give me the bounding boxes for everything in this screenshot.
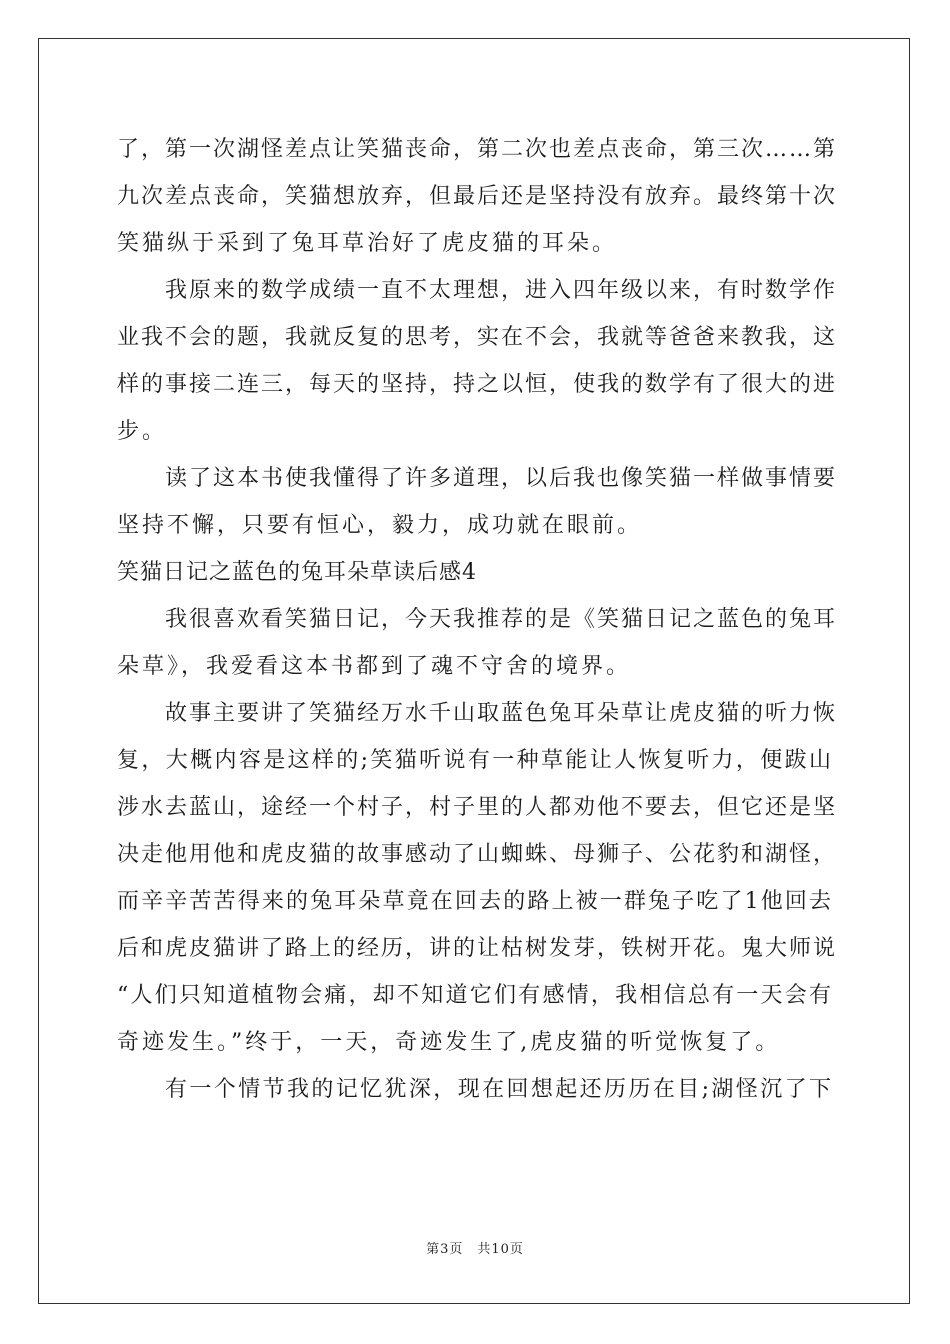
document-body bbox=[117, 126, 838, 1113]
page-number: 第3页 bbox=[426, 1242, 464, 1257]
page-total: 共10页 bbox=[477, 1242, 524, 1257]
text-line: “人们只知道植物会痛，却不知道它们有感情，我相信总有一天会有 bbox=[117, 983, 833, 1008]
text-line: 复，大概内容是这样的;笑猫听说有一种草能让人恢复听力，便跋山 bbox=[117, 748, 833, 773]
text-line: 决走他用他和虎皮猫的故事感动了山蜘蛛、母狮子、公花豹和湖怪， bbox=[117, 842, 838, 867]
text-line: 步。 bbox=[117, 419, 168, 444]
page-footer bbox=[0, 1238, 950, 1257]
text-line: 朵草》，我爱看这本书都到了魂不守舍的境界。 bbox=[117, 654, 632, 679]
text-line: 后和虎皮猫讲了路上的经历，讲的让枯树发芽，铁树开花。鬼大师说 bbox=[117, 936, 838, 961]
text-line: 了，第一次湖怪差点让笑猫丧命，第二次也差点丧命，第三次……第 bbox=[117, 137, 838, 162]
text-line: 读了这本书使我懂得了许多道理，以后我也像笑猫一样做事情要 bbox=[165, 466, 838, 491]
text-line: 坚持不懈，只要有恒心，毅力，成功就在眼前。 bbox=[117, 513, 643, 538]
text-line: 故事主要讲了笑猫经万水千山取蓝色兔耳朵草让虎皮猫的听力恢 bbox=[165, 701, 838, 726]
text-line: 业我不会的题，我就反复的思考，实在不会，我就等爸爸来教我，这 bbox=[117, 325, 838, 350]
text-line: 笑猫纵于采到了兔耳草治好了虎皮猫的耳朵。 bbox=[117, 231, 618, 256]
text-line: 我很喜欢看笑猫日记，今天我推荐的是《笑猫日记之蓝色的兔耳 bbox=[165, 607, 838, 632]
text-line: 而辛辛苦苦得来的兔耳朵草竟在回去的路上被一群兔子吃了1他回去 bbox=[117, 889, 833, 914]
text-line: 九次差点丧命，笑猫想放弃，但最后还是坚持没有放弃。最终第十次 bbox=[117, 184, 838, 209]
text-line: 样的事接二连三，每天的坚持，持之以恒，使我的数学有了很大的进 bbox=[117, 372, 838, 397]
text-line: 涉水去蓝山，途经一个村子，村子里的人都劝他不要去，但它还是坚 bbox=[117, 795, 838, 820]
text-line: 有一个情节我的记忆犹深，现在回想起还历历在目;湖怪沉了下 bbox=[165, 1077, 833, 1102]
section-heading: 笑猫日记之蓝色的兔耳朵草读后感4 bbox=[117, 560, 477, 585]
text-line: 奇迹发生。”终于，一天，奇迹发生了,虎皮猫的听觉恢复了。 bbox=[117, 1030, 781, 1055]
text-line: 我原来的数学成绩一直不太理想，进入四年级以来，有时数学作 bbox=[165, 278, 838, 303]
